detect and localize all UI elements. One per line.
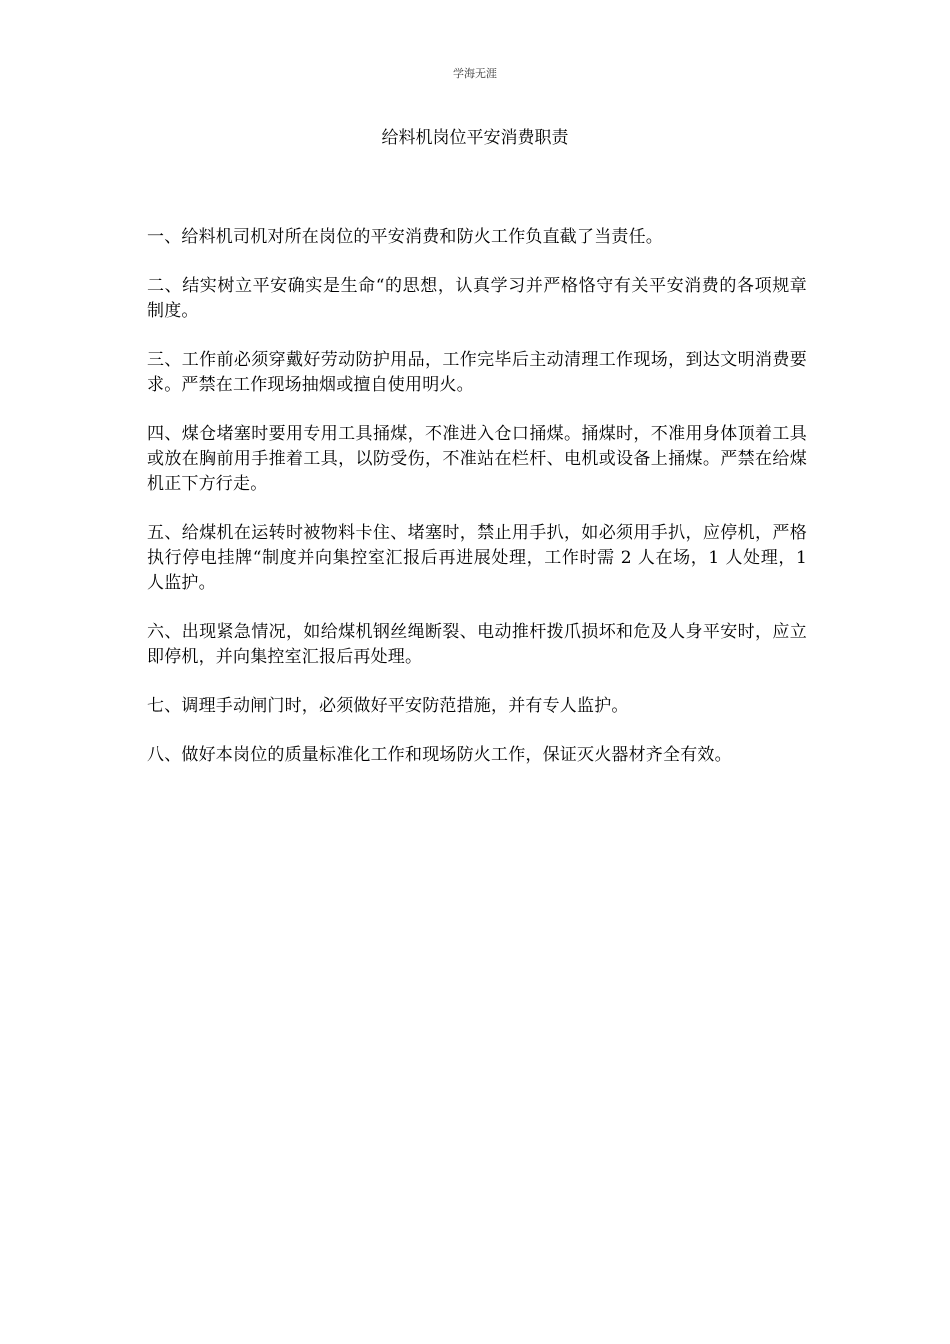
paragraph-2: 二、结实树立平安确实是生命“的思想，认真学习并严格恪守有关平安消费的各项规章制度。	[147, 276, 807, 321]
paragraph-1: 一、给料机司机对所在岗位的平安消费和防火工作负直截了当责任。	[147, 227, 663, 247]
page-header: 学海无涯	[453, 67, 497, 80]
paragraph-6: 六、出现紧急情况，如给煤机钢丝绳断裂、电动推杆拨爪损坏和危及人身平安时，应立即停机，并向集控室汇报后再处理。	[147, 622, 807, 667]
paragraph-8: 八、做好本岗位的质量标准化工作和现场防火工作，保证灭火器材齐全有效。	[147, 745, 732, 765]
paragraph-4: 四、煤仓堵塞时要用专用工具捅煤，不准进入仓口捅煤。捅煤时，不准用身体顶着工具或放在胸前用手推着工具，以防受伤，不准站在栏杆、电机或设备上捅煤。严禁在给煤机正下方行走。	[147, 424, 807, 494]
document-title: 给料机岗位平安消费职责	[381, 128, 569, 148]
paragraph-5: 五、给煤机在运转时被物料卡住、堵塞时，禁止用手扒，如必须用手扒，应停机，严格执行停电挂牌“制度并向集控室汇报后再进展处理，工作时需 2 人在场，1 人处理，1 人监护。	[147, 523, 807, 593]
paragraph-7: 七、调理手动闸门时，必须做好平安防范措施，并有专人监护。	[147, 696, 629, 716]
document-body	[147, 225, 807, 792]
paragraph-3: 三、工作前必须穿戴好劳动防护用品，工作完毕后主动清理工作现场，到达文明消费要求。严禁在工作现场抽烟或擅自使用明火。	[147, 350, 807, 395]
